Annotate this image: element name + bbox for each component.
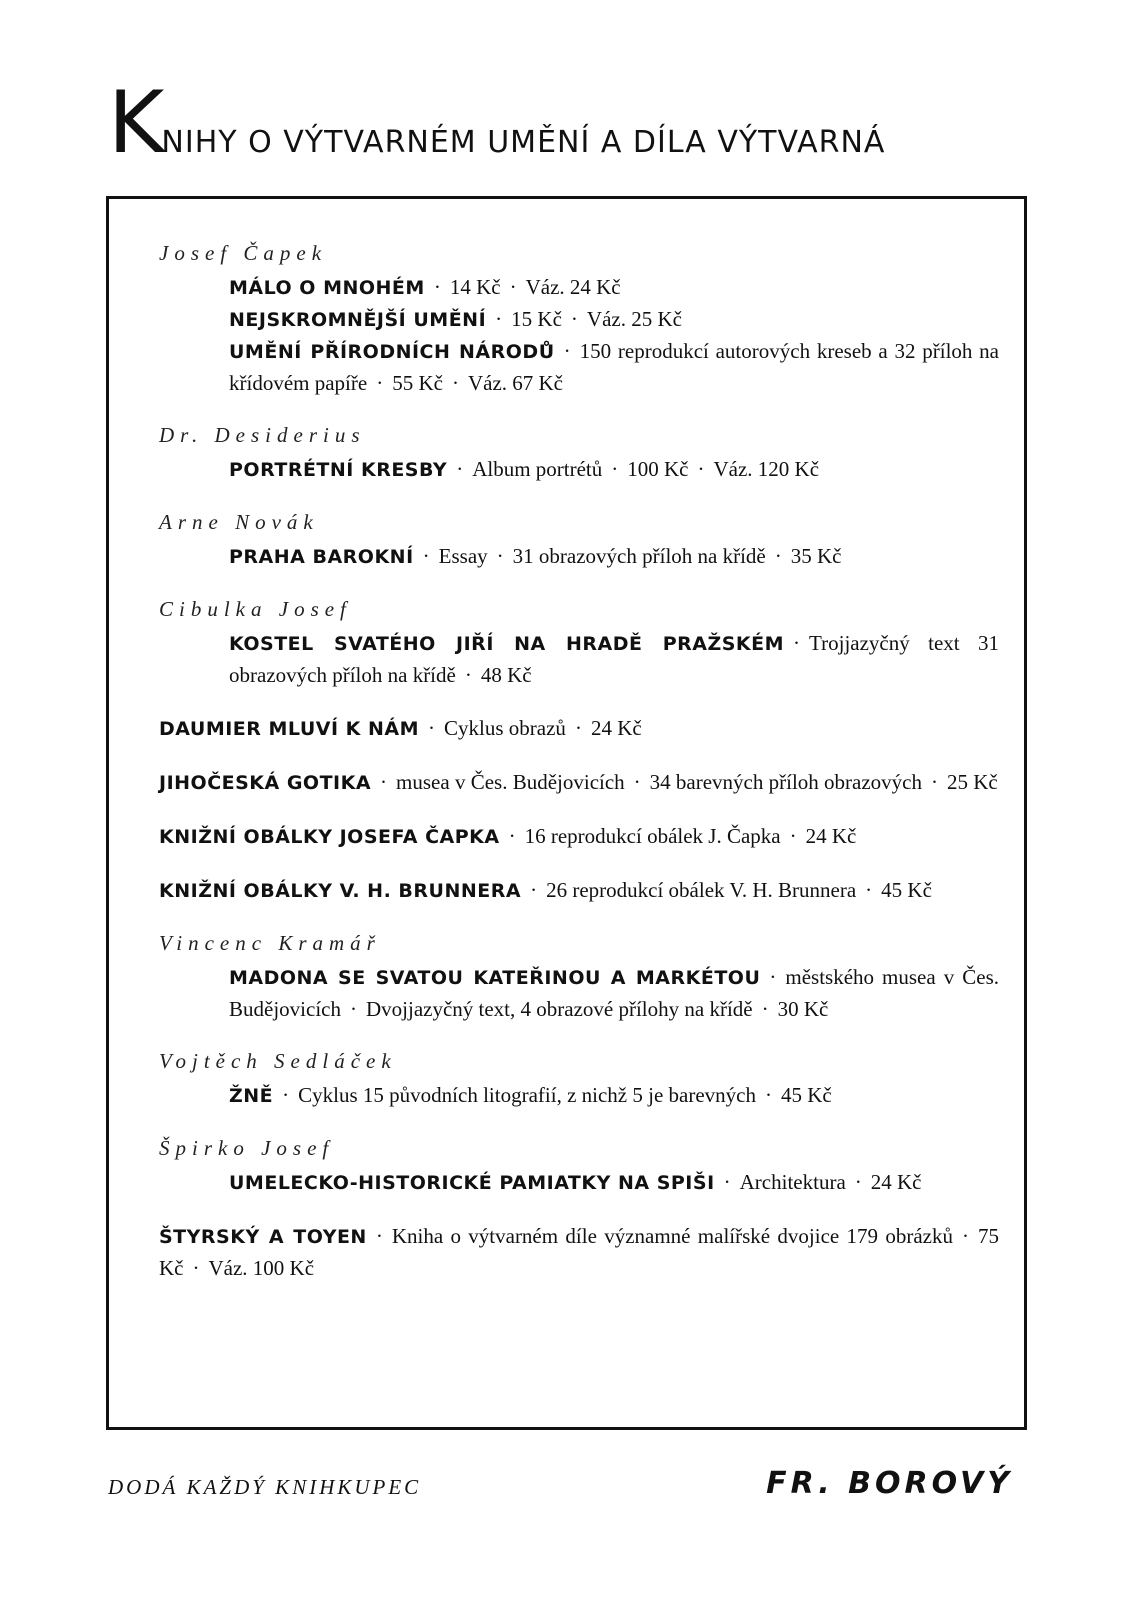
separator-dot: · — [433, 275, 441, 299]
heading-text: NIHY O VÝTVARNÉM UMĚNÍ A DÍLA VÝTVARNÁ — [161, 125, 886, 160]
book-detail: Essay — [438, 544, 488, 568]
book-detail: městského musea v Čes. Budějovicích — [229, 965, 999, 1021]
separator-dot: · — [865, 878, 873, 902]
book-title: UMELECKO-HISTORICKÉ PAMIATKY NA SPIŠI — [229, 1172, 715, 1194]
author-name: Cibulka Josef — [159, 597, 352, 621]
separator-dot: · — [570, 307, 578, 331]
separator-dot: · — [854, 1170, 862, 1194]
footer-note: DODÁ KAŽDÝ KNIHKUPEC — [108, 1475, 422, 1499]
separator-dot: · — [508, 824, 516, 848]
book-title: ŠTYRSKÝ A TOYEN — [159, 1226, 367, 1248]
book-entry — [159, 875, 999, 907]
separator-dot: · — [375, 1224, 383, 1248]
book-title: DAUMIER MLUVÍ K NÁM — [159, 718, 420, 740]
separator-dot: · — [633, 770, 641, 794]
book-title: KOSTEL SVATÉHO JIŘÍ NA HRADĚ PRAŽSKÉM — [229, 633, 785, 655]
book-detail: Kniha o výtvarném díle významné malířské dvojice 179 obrázků — [391, 1224, 953, 1248]
book-entry — [159, 336, 999, 399]
book-detail: 30 Kč — [777, 997, 829, 1021]
book-detail: 48 Kč — [480, 663, 532, 687]
separator-dot: · — [789, 824, 797, 848]
book-entry — [159, 1080, 999, 1112]
book-detail: Cyklus 15 původních litografií, z nichž 5 je barevných — [298, 1083, 756, 1107]
page-heading — [108, 73, 1108, 173]
separator-dot: · — [380, 770, 388, 794]
book-title: KNIŽNÍ OBÁLKY V. H. BRUNNERA — [159, 880, 522, 902]
separator-dot: · — [769, 965, 777, 989]
separator-dot: · — [422, 544, 430, 568]
book-title: MÁLO O MNOHÉM — [229, 277, 425, 299]
book-entry — [159, 272, 999, 304]
book-detail: 34 barevných příloh obrazových — [649, 770, 922, 794]
book-entry — [159, 821, 999, 853]
author-name: Špirko Josef — [159, 1136, 335, 1160]
book-entry — [159, 1167, 999, 1199]
book-detail: 45 Kč — [780, 1083, 832, 1107]
publisher-name: FR. BOROVÝ — [766, 1466, 1013, 1501]
separator-dot: · — [793, 631, 801, 655]
book-detail: Váz. 120 Kč — [713, 457, 820, 481]
book-detail: 24 Kč — [805, 824, 857, 848]
book-detail: 35 Kč — [790, 544, 842, 568]
separator-dot: · — [464, 663, 472, 687]
book-title: MADONA SE SVATOU KATEŘINOU A MARKÉTOU — [229, 967, 761, 989]
book-detail: Trojjazyčný text 31 obrazových příloh na křídě — [229, 631, 999, 687]
book-entry — [159, 304, 999, 336]
book-detail: 150 reprodukcí autorových kreseb a 32 příloh na křídovém papíře — [229, 339, 999, 395]
book-detail: 26 reprodukcí obálek V. H. Brunnera — [546, 878, 857, 902]
book-title: UMĚNÍ PŘÍRODNÍCH NÁRODŮ — [229, 341, 555, 363]
separator-dot: · — [192, 1256, 200, 1280]
author-name: Dr. Desiderius — [159, 423, 366, 447]
book-detail: 45 Kč — [881, 878, 932, 902]
book-detail: Cyklus obrazů — [444, 716, 566, 740]
separator-dot: · — [282, 1083, 290, 1107]
book-detail: 100 Kč — [627, 457, 689, 481]
book-entry — [159, 628, 999, 691]
book-title: NEJSKROMNĚJŠÍ UMĚNÍ — [229, 309, 487, 331]
author-name: Vincenc Kramář — [159, 931, 381, 955]
author-name: Arne Novák — [159, 510, 319, 534]
separator-dot: · — [563, 339, 571, 363]
separator-dot: · — [723, 1170, 731, 1194]
book-entry — [159, 454, 999, 486]
book-detail: musea v Čes. Budějovicích — [396, 770, 625, 794]
book-detail: 31 obrazových příloh na křídě — [512, 544, 766, 568]
book-detail: Váz. 24 Kč — [525, 275, 621, 299]
book-detail: 15 Kč — [511, 307, 562, 331]
book-detail: 16 reprodukcí obálek J. Čapka — [524, 824, 781, 848]
separator-dot: · — [931, 770, 938, 794]
separator-dot: · — [764, 1083, 772, 1107]
separator-dot: · — [451, 371, 459, 395]
book-detail: 24 Kč — [870, 1170, 922, 1194]
book-title: ŽNĚ — [229, 1085, 274, 1107]
book-detail: 55 Kč — [392, 371, 443, 395]
author-name: Vojtěch Sedláček — [159, 1049, 397, 1073]
book-title: JIHOČESKÁ GOTIKA — [159, 772, 372, 794]
separator-dot: · — [456, 457, 464, 481]
book-detail: 75 Kč — [159, 1224, 999, 1280]
separator-dot: · — [962, 1224, 969, 1248]
book-detail: 14 Kč — [449, 275, 501, 299]
book-title: PORTRÉTNÍ KRESBY — [229, 459, 448, 481]
book-entry — [159, 767, 999, 799]
separator-dot: · — [376, 371, 384, 395]
separator-dot: · — [697, 457, 705, 481]
separator-dot: · — [495, 307, 503, 331]
catalog-list — [159, 241, 999, 1284]
book-detail: Váz. 100 Kč — [208, 1256, 315, 1280]
book-entry — [159, 541, 999, 573]
book-detail: 25 Kč — [947, 770, 998, 794]
author-name: Josef Čapek — [159, 241, 328, 265]
book-entry — [159, 713, 999, 745]
separator-dot: · — [530, 878, 538, 902]
catalog-box — [106, 196, 1027, 1430]
book-detail: Váz. 67 Kč — [467, 371, 563, 395]
book-entry — [159, 1221, 999, 1284]
book-title: KNIŽNÍ OBÁLKY JOSEFA ČAPKA — [159, 826, 500, 848]
book-entry — [159, 962, 999, 1025]
book-title: PRAHA BAROKNÍ — [229, 546, 414, 568]
separator-dot: · — [761, 997, 769, 1021]
book-detail: 24 Kč — [590, 716, 642, 740]
separator-dot: · — [428, 716, 436, 740]
separator-dot: · — [349, 997, 357, 1021]
book-detail: Architektura — [739, 1170, 846, 1194]
separator-dot: · — [774, 544, 782, 568]
separator-dot: · — [611, 457, 619, 481]
separator-dot: · — [574, 716, 582, 740]
separator-dot: · — [496, 544, 504, 568]
separator-dot: · — [509, 275, 517, 299]
book-detail: Dvojjazyčný text, 4 obrazové přílohy na křídě — [365, 997, 753, 1021]
book-detail: Album portrétů — [472, 457, 603, 481]
heading-initial: K — [108, 73, 166, 173]
book-detail: Váz. 25 Kč — [586, 307, 682, 331]
